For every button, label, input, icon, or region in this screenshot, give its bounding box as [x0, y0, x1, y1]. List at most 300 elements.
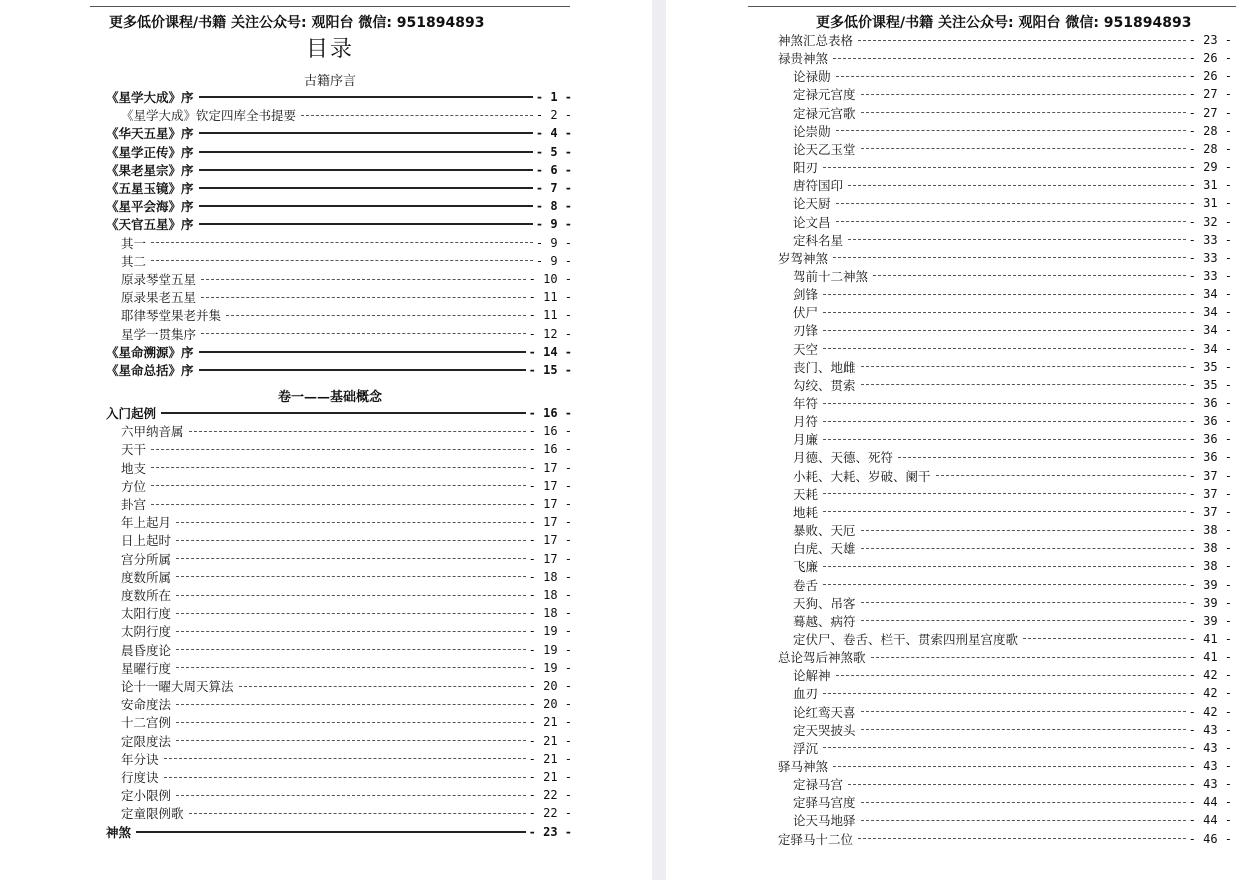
toc-entry[interactable]: [121, 306, 572, 324]
toc-entry-label: 定天哭披头: [793, 722, 856, 738]
toc-entry-page: - 9 -: [535, 217, 572, 232]
toc-entry[interactable]: [793, 775, 1232, 793]
toc-entry-label: 飞廉: [793, 559, 819, 575]
toc-entry[interactable]: [121, 641, 572, 659]
toc-leader-line: [861, 729, 1186, 730]
section-heading: 古籍序言: [303, 74, 356, 89]
toc-entry[interactable]: [778, 757, 1232, 775]
toc-leader-line: [861, 384, 1186, 385]
toc-entry-page: - 18 -: [528, 606, 572, 621]
toc-entry[interactable]: [121, 732, 572, 750]
toc-entry[interactable]: [793, 666, 1232, 684]
toc-entry[interactable]: [793, 122, 1232, 140]
toc-entry-label: 六甲纳音属: [121, 424, 184, 440]
toc-entry[interactable]: [106, 124, 572, 142]
toc-entry-page: - 11 -: [528, 308, 572, 323]
toc-entry-page: - 43 -: [1188, 740, 1232, 755]
toc-entry-page: - 18 -: [528, 569, 572, 584]
toc-entry[interactable]: [106, 197, 572, 215]
toc-entry-page: - 15 -: [528, 363, 572, 377]
toc-entry[interactable]: [121, 622, 572, 640]
toc-entry-page: - 42 -: [1188, 668, 1232, 683]
toc-entry-label: 其一: [121, 235, 147, 251]
top-rule: [748, 6, 1236, 7]
toc-entry-label: 《华天五星》序: [106, 126, 194, 142]
toc-entry-page: - 19 -: [528, 660, 572, 675]
toc-entry-page: - 41 -: [1188, 631, 1232, 646]
toc-entry[interactable]: [793, 557, 1232, 575]
toc-entry-label: 禄贵神煞: [778, 51, 829, 67]
toc-entry-page: - 44 -: [1188, 795, 1232, 810]
toc-entry-label: 天干: [121, 442, 147, 458]
toc-leader-line: [199, 223, 533, 225]
toc-entry-page: - 41 -: [1188, 650, 1232, 665]
toc-entry[interactable]: [121, 288, 572, 306]
toc-entry-page: - 16 -: [528, 406, 572, 420]
toc-entry-label: 论文昌: [793, 214, 831, 230]
toc-entry-label: 年符: [793, 396, 819, 411]
toc-entry-label: 伏尸: [793, 305, 819, 321]
toc-entry[interactable]: [121, 568, 572, 586]
toc-entry-page: - 27 -: [1188, 105, 1232, 120]
toc-entry-page: - 20 -: [528, 679, 572, 693]
toc-entry-label: 宫分所属: [121, 551, 172, 567]
toc-entry-label: 原录琴堂五星: [121, 272, 197, 287]
toc-entry-page: - 33 -: [1188, 250, 1232, 265]
toc-entry[interactable]: [121, 513, 572, 531]
toc-entry-label: 年上起月: [121, 515, 172, 531]
toc-entry[interactable]: [793, 684, 1232, 702]
toc-entry-label: 定童限例歌: [121, 806, 184, 822]
toc-entry-page: - 43 -: [1188, 759, 1232, 773]
toc-leader-line: [151, 242, 533, 243]
toc-entry-page: - 6 -: [535, 162, 572, 177]
toc-leader-line: [833, 257, 1186, 258]
toc-entry-label: 《天官五星》序: [106, 217, 194, 233]
toc-entry-page: - 21 -: [528, 751, 572, 766]
toc-leader-line: [836, 675, 1186, 676]
toc-entry-label: 太阴行度: [121, 624, 172, 640]
toc-entry[interactable]: [121, 677, 572, 695]
toc-leader-line: [176, 558, 526, 559]
toc-entry-page: - 2 -: [535, 108, 572, 123]
toc-entry-page: - 35 -: [1188, 377, 1232, 392]
toc-leader-line: [823, 312, 1186, 313]
toc-entry-page: - 22 -: [528, 788, 572, 803]
toc-entry-label: 年分诀: [121, 751, 159, 767]
toc-entry-label: 论崇勋: [793, 123, 831, 139]
toc-title: 目录: [306, 37, 355, 62]
toc-leader-line: [176, 613, 526, 614]
toc-entry-page: - 23 -: [528, 824, 572, 839]
toc-entry-page: - 9 -: [535, 235, 572, 250]
toc-leader-line: [823, 403, 1186, 404]
toc-leader-line: [871, 657, 1186, 658]
toc-entry[interactable]: [793, 394, 1232, 412]
toc-entry-page: - 31 -: [1188, 196, 1232, 211]
section-heading: 卷一——基础概念: [277, 390, 382, 405]
toc-entry-page: - 28 -: [1188, 141, 1232, 156]
toc-entry-label: 卦宫: [121, 497, 147, 512]
toc-entry-label: 《果老星宗》序: [106, 162, 194, 178]
toc-entry-label: 论红鸾天喜: [793, 704, 856, 720]
toc-entry-label: 安命度法: [121, 697, 172, 713]
toc-entry-page: - 36 -: [1188, 432, 1232, 447]
toc-entry[interactable]: [121, 695, 572, 713]
toc-entry-label: 神煞: [106, 824, 132, 840]
toc-entry-page: - 7 -: [535, 181, 572, 195]
toc-entry[interactable]: [793, 67, 1232, 85]
toc-entry-page: - 38 -: [1188, 523, 1232, 538]
toc-entry[interactable]: [121, 495, 572, 513]
toc-entry-page: - 19 -: [528, 624, 572, 639]
toc-entry[interactable]: [793, 158, 1232, 176]
toc-entry[interactable]: [778, 31, 1232, 49]
toc-entry-label: 岁驾神煞: [778, 250, 829, 266]
toc-entry[interactable]: [106, 161, 572, 179]
toc-entry-label: 论十一曜大周天算法: [121, 679, 234, 694]
toc-entry[interactable]: [121, 604, 572, 622]
toc-entry-label: 《星命总括》序: [106, 363, 194, 378]
toc-entry[interactable]: [793, 321, 1232, 339]
toc-leader-line: [861, 530, 1186, 531]
toc-entry-page: - 17 -: [528, 515, 572, 530]
toc-entry-page: - 29 -: [1188, 160, 1232, 175]
toc-leader-line: [848, 239, 1186, 240]
toc-leader-line: [199, 369, 526, 371]
toc-entry-label: 论天乙玉堂: [793, 141, 856, 157]
toc-leader-line: [201, 333, 526, 334]
toc-entry[interactable]: [793, 811, 1232, 829]
toc-leader-line: [823, 348, 1186, 349]
toc-leader-line: [833, 58, 1186, 59]
toc-leader-line: [836, 76, 1186, 77]
toc-entry[interactable]: [106, 823, 572, 841]
toc-entry[interactable]: [793, 503, 1232, 521]
toc-entry-page: - 38 -: [1188, 541, 1232, 556]
toc-entry-label: 血刃: [793, 686, 819, 702]
toc-leader-line: [823, 167, 1186, 168]
toc-entry-page: - 43 -: [1188, 777, 1232, 792]
toc-entry[interactable]: [121, 252, 572, 270]
toc-entry[interactable]: [121, 786, 572, 804]
toc-entry[interactable]: [778, 249, 1232, 267]
toc-leader-line: [1023, 638, 1186, 639]
toc-entry-page: - 10 -: [528, 272, 572, 286]
toc-leader-line: [151, 504, 526, 505]
toc-entry[interactable]: [793, 612, 1232, 630]
toc-leader-line: [861, 802, 1186, 803]
toc-entry-page: - 21 -: [528, 733, 572, 748]
toc-leader-line: [151, 260, 533, 261]
toc-entry-page: - 37 -: [1188, 468, 1232, 483]
toc-entry-page: - 23 -: [1188, 33, 1232, 47]
toc-entry-page: - 46 -: [1188, 831, 1232, 846]
toc-entry[interactable]: [778, 49, 1232, 67]
toc-entry-page: - 18 -: [528, 588, 572, 602]
toc-entry-label: 地耗: [793, 504, 819, 520]
toc-entry[interactable]: [121, 659, 572, 677]
toc-entry-page: - 31 -: [1188, 178, 1232, 193]
toc-entry-label: 度数所属: [121, 569, 172, 585]
toc-entry[interactable]: [793, 303, 1232, 321]
toc-entry-page: - 19 -: [528, 642, 572, 657]
toc-entry[interactable]: [106, 179, 572, 197]
toc-entry-label: 定禄马宫: [793, 777, 844, 793]
toc-leader-line: [176, 595, 526, 596]
toc-entry-label: 星曜行度: [121, 660, 172, 676]
toc-leader-line: [858, 838, 1186, 839]
toc-entry-page: - 37 -: [1188, 486, 1232, 501]
toc-entry-page: - 35 -: [1188, 359, 1232, 374]
toc-entry-page: - 1 -: [535, 90, 572, 104]
toc-entry[interactable]: [106, 143, 572, 161]
toc-entry[interactable]: [793, 376, 1232, 394]
toc-entry-page: - 16 -: [528, 442, 572, 457]
toc-leader-line: [199, 151, 533, 153]
toc-leader-line: [836, 203, 1186, 204]
toc-entry-label: 天狗、吊客: [793, 595, 856, 611]
right-page: [666, 0, 1252, 880]
toc-entry[interactable]: [793, 85, 1232, 103]
toc-leader-line: [823, 493, 1186, 494]
toc-entry[interactable]: [793, 448, 1232, 466]
toc-entry[interactable]: [793, 793, 1232, 811]
toc-entry[interactable]: [793, 194, 1232, 212]
toc-entry-label: 太阳行度: [121, 606, 172, 622]
toc-entry-page: - 34 -: [1188, 305, 1232, 320]
toc-entry-label: 星学一贯集序: [121, 326, 197, 342]
toc-leader-line: [239, 686, 526, 687]
toc-entry-label: 月廉: [793, 432, 819, 448]
toc-entry-label: 唐符国印: [793, 178, 844, 194]
toc-entry[interactable]: [793, 739, 1232, 757]
toc-leader-line: [151, 467, 526, 468]
page-gutter: [652, 0, 666, 880]
toc-leader-line: [861, 602, 1186, 603]
toc-entry[interactable]: [121, 325, 572, 343]
toc-entry-page: - 14 -: [528, 344, 572, 359]
toc-entry[interactable]: [793, 104, 1232, 122]
toc-leader-line: [199, 96, 533, 98]
toc-entry[interactable]: [121, 440, 572, 458]
toc-entry[interactable]: [121, 422, 572, 440]
toc-entry-label: 天耗: [793, 486, 819, 502]
toc-leader-line: [176, 649, 526, 650]
toc-entry-label: 论禄勋: [793, 69, 831, 85]
toc-entry-label: 月德、天德、死符: [793, 450, 894, 466]
toc-entry-page: - 26 -: [1188, 69, 1232, 84]
toc-leader-line: [861, 148, 1186, 149]
toc-entry[interactable]: [106, 361, 572, 379]
toc-entry-label: 原录果老五星: [121, 290, 197, 306]
toc-leader-line: [861, 711, 1186, 712]
toc-leader-line: [833, 766, 1186, 767]
toc-leader-line: [189, 813, 526, 814]
toc-entry[interactable]: [793, 285, 1232, 303]
toc-entry[interactable]: [793, 703, 1232, 721]
toc-entry-label: 驿马神煞: [778, 759, 829, 774]
toc-leader-line: [823, 584, 1186, 585]
toc-leader-line: [823, 747, 1186, 748]
toc-entry-page: - 43 -: [1188, 722, 1232, 737]
toc-leader-line: [861, 820, 1186, 821]
toc-entry-page: - 42 -: [1188, 686, 1232, 701]
toc-entry[interactable]: [121, 750, 572, 768]
toc-entry[interactable]: [793, 140, 1232, 158]
toc-entry[interactable]: [121, 531, 572, 549]
toc-leader-line: [861, 112, 1186, 113]
toc-entry-page: - 4 -: [535, 126, 572, 141]
toc-entry-page: - 27 -: [1188, 87, 1232, 102]
toc-leader-line: [176, 540, 526, 541]
toc-entry-label: 定禄元宫歌: [793, 105, 856, 121]
toc-entry-label: 《星命溯源》序: [106, 344, 194, 360]
toc-entry[interactable]: [793, 630, 1232, 648]
toc-entry-label: 《五星玉镜》序: [106, 181, 194, 196]
toc-entry-label: 勾绞、贯索: [793, 377, 856, 393]
page-header: 更多低价课程/书籍 关注公众号: 观阳台 微信: 951894893: [109, 15, 485, 31]
toc-leader-line: [836, 130, 1186, 131]
toc-entry-page: - 12 -: [528, 326, 572, 341]
toc-leader-line: [164, 758, 526, 759]
toc-entry[interactable]: [121, 106, 572, 124]
toc-entry[interactable]: [793, 430, 1232, 448]
toc-entry-page: - 20 -: [528, 697, 572, 712]
toc-entry-page: - 5 -: [535, 144, 572, 159]
toc-entry[interactable]: [793, 485, 1232, 503]
toc-entry-label: 《星学大成》序: [106, 90, 194, 105]
toc-leader-line: [936, 475, 1186, 476]
toc-leader-line: [136, 831, 526, 833]
toc-entry[interactable]: [121, 768, 572, 786]
toc-entry-label: 小耗、大耗、岁破、阑干: [793, 468, 931, 484]
toc-entry[interactable]: [793, 467, 1232, 485]
toc-leader-line: [176, 631, 526, 632]
toc-entry[interactable]: [793, 358, 1232, 376]
toc-leader-line: [858, 40, 1186, 41]
toc-entry[interactable]: [778, 648, 1232, 666]
toc-entry-page: - 17 -: [528, 533, 572, 548]
toc-entry[interactable]: [106, 404, 572, 422]
toc-entry-label: 《星学正传》序: [106, 144, 194, 160]
toc-entry[interactable]: [121, 459, 572, 477]
toc-entry[interactable]: [121, 234, 572, 252]
toc-leader-line: [176, 740, 526, 741]
toc-entry-label: 耶律琴堂果老并集: [121, 308, 222, 324]
toc-leader-line: [823, 330, 1186, 331]
toc-entry-page: - 32 -: [1188, 214, 1232, 229]
toc-leader-line: [848, 784, 1186, 785]
toc-entry-label: 浮沉: [793, 740, 819, 756]
toc-entry[interactable]: [106, 215, 572, 233]
toc-entry-page: - 8 -: [535, 199, 572, 214]
toc-entry-label: 刃锋: [793, 323, 819, 339]
toc-entry-label: 入门起例: [106, 406, 157, 421]
toc-leader-line: [199, 169, 533, 171]
toc-entry[interactable]: [121, 477, 572, 495]
toc-entry-page: - 21 -: [528, 715, 572, 730]
toc-leader-line: [861, 366, 1186, 367]
toc-entry[interactable]: [793, 267, 1232, 285]
toc-entry[interactable]: [793, 176, 1232, 194]
toc-entry-page: - 17 -: [528, 478, 572, 493]
toc-leader-line: [823, 294, 1186, 295]
toc-entry-page: - 36 -: [1188, 450, 1232, 465]
toc-entry[interactable]: [793, 231, 1232, 249]
toc-leader-line: [199, 187, 533, 189]
toc-leader-line: [836, 221, 1186, 222]
toc-entry[interactable]: [793, 521, 1232, 539]
toc-entry-label: 地支: [121, 460, 147, 476]
toc-leader-line: [823, 566, 1186, 567]
toc-entry-page: - 42 -: [1188, 704, 1232, 719]
toc-entry-page: - 37 -: [1188, 504, 1232, 519]
toc-leader-line: [199, 351, 526, 353]
toc-leader-line: [861, 548, 1186, 549]
toc-entry[interactable]: [793, 340, 1232, 358]
toc-entry[interactable]: [121, 804, 572, 822]
toc-entry-label: 行度诀: [121, 770, 159, 785]
toc-entry[interactable]: [106, 343, 572, 361]
toc-entry[interactable]: [121, 713, 572, 731]
toc-entry-label: 暴败、天厄: [793, 523, 856, 539]
toc-entry-page: - 36 -: [1188, 414, 1232, 429]
toc-entry-label: 《星平会海》序: [106, 199, 194, 215]
toc-leader-line: [164, 777, 526, 778]
toc-entry-label: 卷舌: [793, 577, 819, 593]
toc-entry-label: 定驿马十二位: [778, 831, 854, 847]
toc-entry-label: 论天厨: [793, 196, 831, 212]
toc-entry[interactable]: [793, 721, 1232, 739]
toc-entry-label: 论天马地驿: [793, 813, 856, 829]
page-header: 更多低价课程/书籍 关注公众号: 观阳台 微信: 951894893: [816, 15, 1192, 31]
toc-entry[interactable]: [778, 830, 1232, 848]
toc-leader-line: [176, 667, 526, 668]
toc-entry[interactable]: [793, 594, 1232, 612]
toc-entry-label: 蓦越、病符: [793, 613, 856, 629]
toc-entry-label: 定小限例: [121, 788, 172, 804]
toc-entry-page: - 39 -: [1188, 613, 1232, 628]
toc-entry[interactable]: [793, 213, 1232, 231]
toc-entry[interactable]: [121, 586, 572, 604]
toc-leader-line: [873, 275, 1186, 276]
toc-entry-page: - 16 -: [528, 424, 572, 439]
toc-leader-line: [176, 722, 526, 723]
toc-entry-page: - 34 -: [1188, 287, 1232, 302]
toc-entry[interactable]: [793, 539, 1232, 557]
toc-entry-label: 白虎、天雄: [793, 541, 856, 557]
toc-entry-page: - 39 -: [1188, 595, 1232, 610]
toc-entry[interactable]: [121, 550, 572, 568]
toc-entry-label: 方位: [121, 478, 147, 494]
toc-entry[interactable]: [106, 88, 572, 106]
toc-leader-line: [151, 449, 526, 450]
toc-entry-page: - 17 -: [528, 551, 572, 566]
top-rule: [90, 6, 570, 7]
toc-entry-page: - 34 -: [1188, 341, 1232, 356]
toc-entry-page: - 34 -: [1188, 323, 1232, 338]
toc-leader-line: [848, 185, 1186, 186]
toc-entry[interactable]: [121, 270, 572, 288]
toc-entry[interactable]: [793, 412, 1232, 430]
toc-leader-line: [199, 205, 533, 207]
toc-entry[interactable]: [793, 576, 1232, 594]
toc-entry-page: - 33 -: [1188, 232, 1232, 247]
toc-leader-line: [199, 132, 533, 134]
toc-leader-line: [861, 94, 1186, 95]
toc-entry-page: - 11 -: [528, 290, 572, 305]
